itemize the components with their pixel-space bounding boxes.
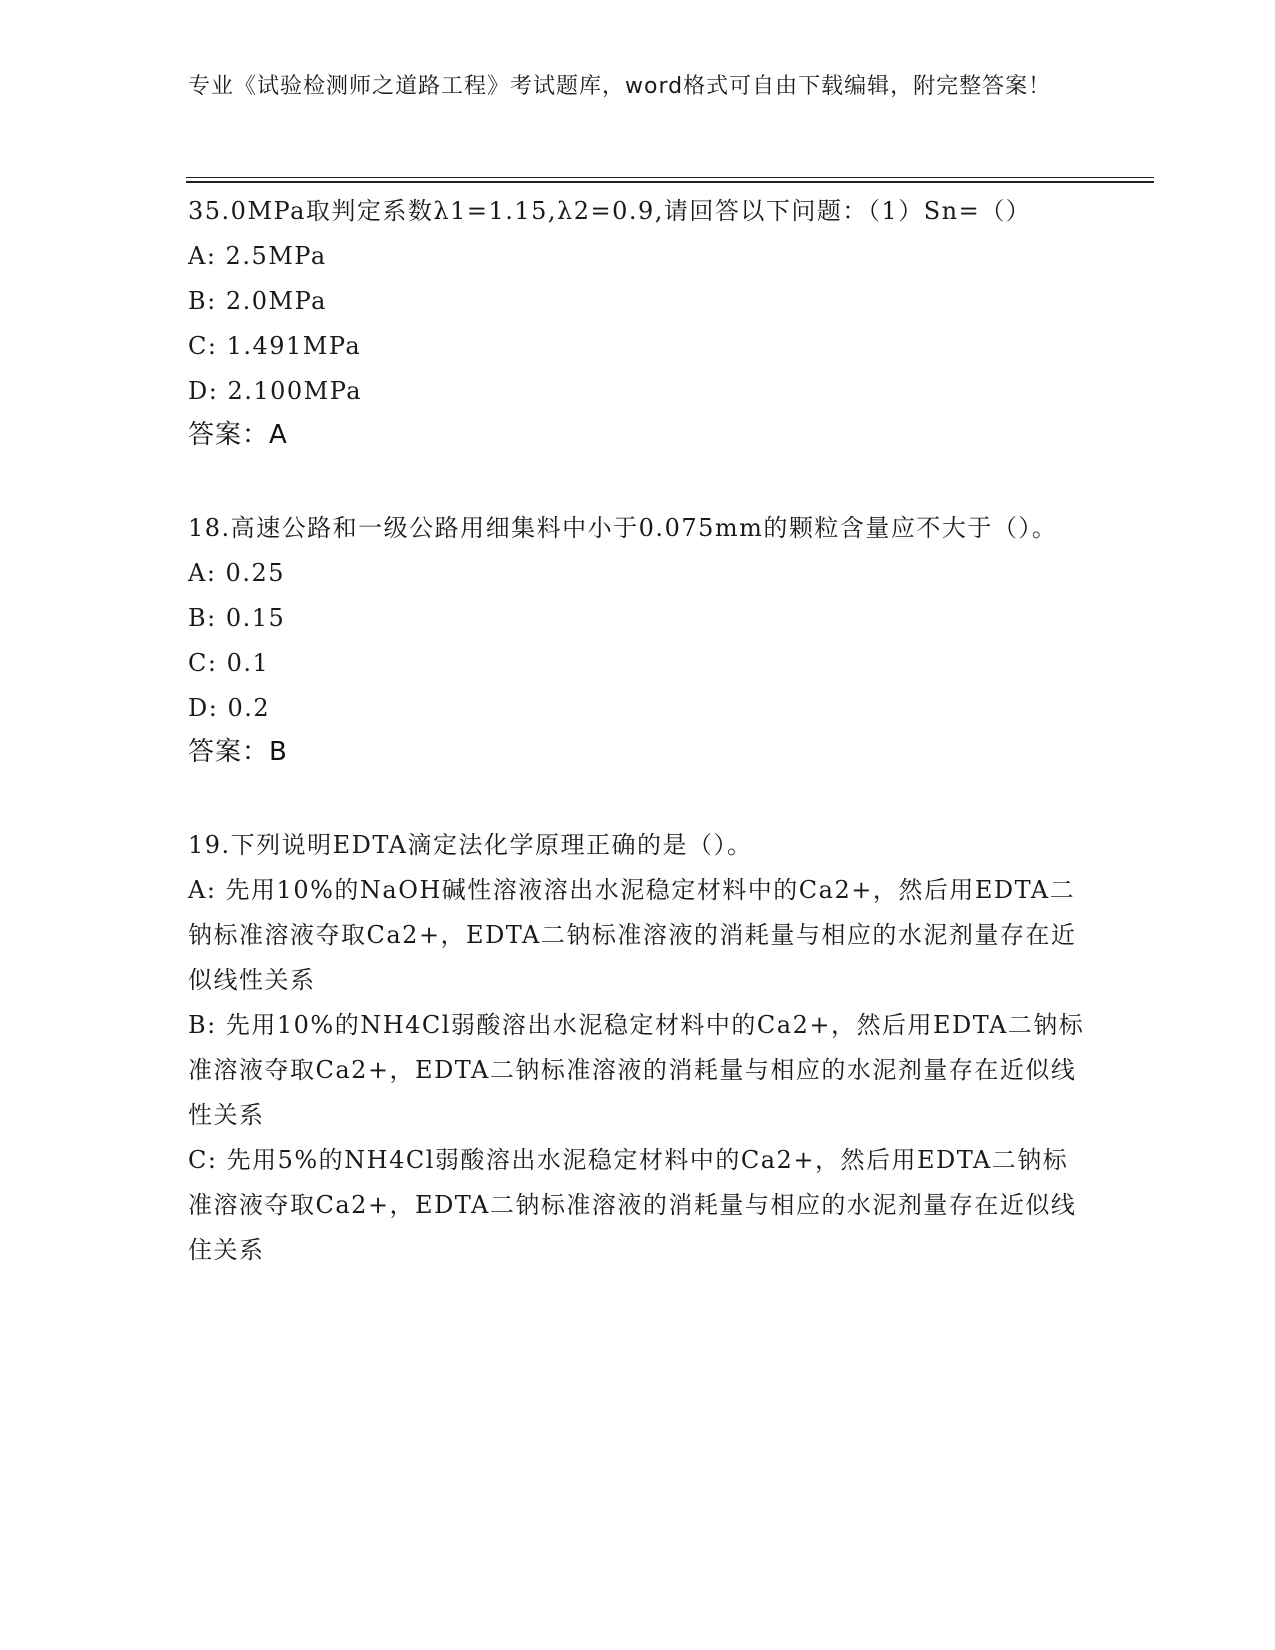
question-item <box>188 506 1088 773</box>
option-c: C: 1.491MPa <box>188 332 362 360</box>
option-a: A: 2.5MPa <box>188 242 327 270</box>
question-text: 18.高速公路和一级公路用细集料中小于0.075mm的颗粒含量应不大于（）。 <box>188 514 1058 542</box>
option-a: A: 0.25 <box>188 559 285 587</box>
question-text: 35.0MPa取判定系数λ1=1.15,λ2=0.9,请回答以下问题：（1）Sn=（） <box>188 197 1032 225</box>
page-header: 专业《试验检测师之道路工程》考试题库，word格式可自由下载编辑，附完整答案！ <box>188 74 1052 99</box>
option-b: B: 先用10%的NH4Cl弱酸溶出水泥稳定材料中的Ca2+，然后用EDTA二钠标准溶液夺取Ca2+，EDTA二钠标准溶液的消耗量与相应的水泥剂量存在近似线性关系 <box>188 1011 1085 1129</box>
option-d: D: 2.100MPa <box>188 377 363 405</box>
header-divider-thick <box>186 181 1154 183</box>
question-list <box>188 189 1088 1323</box>
answer-label: 答案：A <box>188 420 288 450</box>
question-item <box>188 823 1088 1273</box>
option-c: C: 先用5%的NH4Cl弱酸溶出水泥稳定材料中的Ca2+，然后用EDTA二钠标准溶液夺取Ca2+，EDTA二钠标准溶液的消耗量与相应的水泥剂量存在近似线住关系 <box>188 1146 1077 1264</box>
option-a: A: 先用10%的NaOH碱性溶液溶出水泥稳定材料中的Ca2+，然后用EDTA二钠标准溶液夺取Ca2+，EDTA二钠标准溶液的消耗量与相应的水泥剂量存在近似线性关系 <box>188 876 1077 994</box>
header-divider-thin <box>186 177 1154 178</box>
option-c: C: 0.1 <box>188 649 270 677</box>
answer-label: 答案：B <box>188 737 288 767</box>
option-b: B: 0.15 <box>188 604 286 632</box>
question-text: 19.下列说明EDTA滴定法化学原理正确的是（）。 <box>188 831 753 859</box>
question-item <box>188 189 1088 456</box>
option-d: D: 0.2 <box>188 694 271 722</box>
option-b: B: 2.0MPa <box>188 287 327 315</box>
